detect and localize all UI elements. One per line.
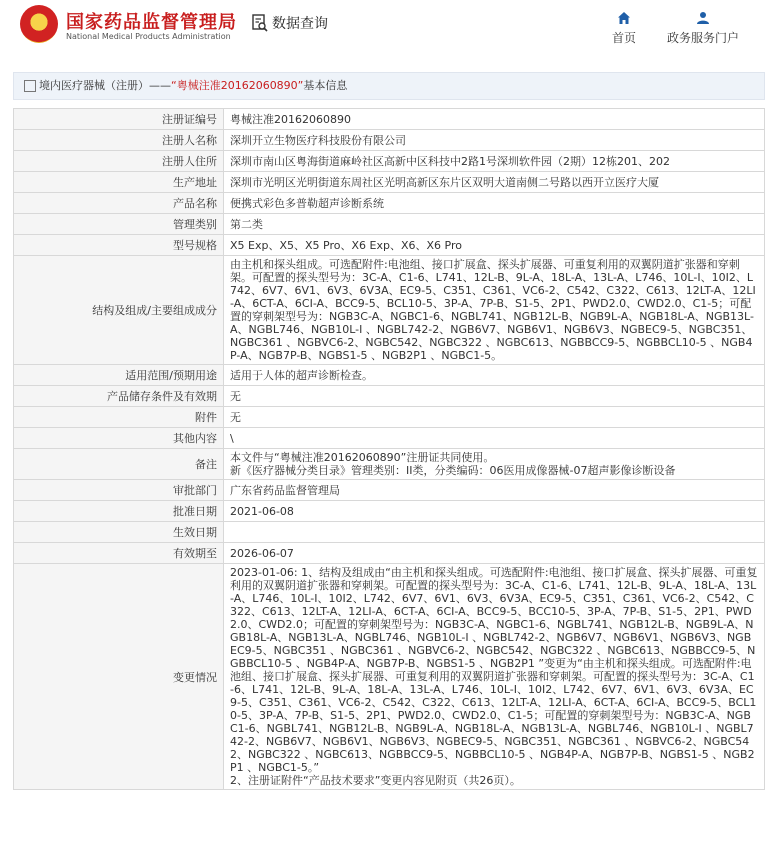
field-value: 2021-06-08	[224, 501, 765, 522]
field-value: 2026-06-07	[224, 543, 765, 564]
field-value: 无	[224, 386, 765, 407]
site-subtitle: National Medical Products Administration	[66, 32, 231, 41]
field-value: 深圳市南山区粤海街道麻岭社区高新中区科技中2路1号深圳软件园（2期）12栋201、202	[224, 151, 765, 172]
home-icon	[617, 11, 631, 25]
field-label: 批准日期	[14, 501, 224, 522]
document-icon	[24, 80, 36, 92]
table-row	[14, 564, 765, 790]
field-value: 深圳市光明区光明街道东周社区光明高新区东片区双明大道南侧二号路以西开立医疗大厦	[224, 172, 765, 193]
table-row	[14, 151, 765, 172]
breadcrumb-reg-number: “粤械注准20162060890”	[171, 79, 304, 92]
field-value: 适用于人体的超声诊断检查。	[224, 365, 765, 386]
field-label: 适用范围/预期用途	[14, 365, 224, 386]
device-info-table	[13, 108, 765, 790]
field-label: 注册人名称	[14, 130, 224, 151]
field-value: \	[224, 428, 765, 449]
table-row	[14, 407, 765, 428]
field-value: 第二类	[224, 214, 765, 235]
field-label: 附件	[14, 407, 224, 428]
table-row	[14, 193, 765, 214]
table-row	[14, 365, 765, 386]
table-row	[14, 449, 765, 480]
field-label: 结构及组成/主要组成成分	[14, 256, 224, 365]
field-value: 粤械注准20162060890	[224, 109, 765, 130]
field-value: 本文件与“粤械注准20162060890”注册证共同使用。 新《医疗器械分类目录》管理类别：II类，分类编码：06医用成像器械-07超声影像诊断设备	[224, 449, 765, 480]
field-value: 便携式彩色多普勒超声诊断系统	[224, 193, 765, 214]
data-query-label: 数据查询	[272, 16, 328, 32]
site-title[interactable]: 国家药品监督管理局	[66, 12, 237, 33]
field-label: 产品储存条件及有效期	[14, 386, 224, 407]
table-row	[14, 214, 765, 235]
nav-home[interactable]	[612, 11, 636, 46]
table-row	[14, 428, 765, 449]
table-row	[14, 172, 765, 193]
field-label: 注册证编号	[14, 109, 224, 130]
table-row	[14, 256, 765, 365]
field-label: 管理类别	[14, 214, 224, 235]
field-label: 产品名称	[14, 193, 224, 214]
data-query-link[interactable]	[252, 13, 328, 33]
breadcrumb-prefix[interactable]: 境内医疗器械（注册）——	[39, 79, 171, 92]
nav-gov-service-portal[interactable]	[667, 11, 739, 46]
breadcrumb-suffix: 基本信息	[303, 79, 348, 92]
table-row	[14, 480, 765, 501]
table-row	[14, 543, 765, 564]
field-label: 注册人住所	[14, 151, 224, 172]
table-row	[14, 109, 765, 130]
field-label: 其他内容	[14, 428, 224, 449]
table-row	[14, 130, 765, 151]
field-label: 变更情况	[14, 564, 224, 790]
nav-gov-service-label: 政务服务门户	[667, 31, 740, 45]
field-label: 备注	[14, 449, 224, 480]
table-row	[14, 522, 765, 543]
nmpa-emblem-logo[interactable]	[20, 5, 58, 43]
field-label: 审批部门	[14, 480, 224, 501]
breadcrumb	[13, 72, 765, 100]
search-document-icon	[252, 14, 268, 32]
field-value: 2023-01-06: 1、结构及组成由“由主机和探头组成。可选配附件:电池组、接口扩展盒、探头扩展器、可重复利用的双翼阴道扩张器和穿刺架。可配置的探头型号为：3C-A、C1-6、L741、12L-B、9L-A、18L-A、13L-A、L746、10L-I、10I2、L742、6V7、6V1、6V3、6V3A、EC9-5、C351、C361、VC6-2、C542、C322、C613、12LT-A、12LI-A、6CT-A、6CI-A、BCC9-5、BCC10-5、3P-A、7P-B、S1-5、2P1、PWD2.0、CWD2.0；可配置的穿刺架型号为：NGB3C-A、NGBC1-6、NGBL741、NGB12L-B、NGB9L-A、NGB18L-A、NGB13L-A、NGBL746、NGB10L-I 、NGBL742-2、NGB6V7、NGB6V1、NGB6V3、NGBEC9-5、NGBC351 、NGBC361 、NGBVC6-2、NGBC542、NGBC322 、NGBC613、NGBBCC9-5、NGBBCL10-5 、NGB4P-A、NGB7P-B、NGBS1-5 、NGB2P1 ”变更为“由主机和探头组成。可选配附件:电池组、接口扩展盒、探头扩展器、可重复利用的双翼阴道扩张器和穿刺架。可配置的探头型号为：3C-A、C1-6、L741、12L-B、9L-A、18L-A、13L-A、L746、10L-I、10I2、L742、6V7、6V1、6V3、6V3A、EC9-5、C351、C361、VC6-2、C542、C322、C613、12LT-A、12LI-A、6CT-A、6CI-A、BCC9-5、BCL10-5、3P-A、7P-B、S1-5、2P1、PWD2.0、CWD2.0、C1-5；可配置的穿刺架型号为：NGB3C-A、NGBC1-6、NGBL741、NGB12L-B、NGB9L-A、NGB18L-A、NGB13L-A、NGBL746、NGB10L-I 、NGBL742-2、NGB6V7、NGB6V1、NGB6V3、NGBEC9-5、NGBC351、NGBC361 、NGBVC6-2、NGBC542、NGBC322 、NGBC613、NGBBCC9-5、NGBBCL10-5 、NGB4P-A、NGB7P-B、NGBS1-5 、NGB2P1 、NGBC1-5。” 2、注册证附件“产品技术要求”变更内容见附页（共26页）。	[224, 564, 765, 790]
nav-home-label: 首页	[612, 31, 637, 45]
site-header	[0, 0, 766, 60]
field-label: 生产地址	[14, 172, 224, 193]
field-label: 生效日期	[14, 522, 224, 543]
field-value: 广东省药品监督管理局	[224, 480, 765, 501]
field-value: 由主机和探头组成。可选配附件:电池组、接口扩展盒、探头扩展器、可重复利用的双翼阴道扩张器和穿刺架。可配置的探头型号为：3C-A、C1-6、L741、12L-B、9L-A、18L-A、13L-A、L746、10L-I、10I2、L742、6V7、6V1、6V3、6V3A、EC9-5、C351、C361、VC6-2、C542、C322、C613、12LT-A、12LI-A、6CT-A、6CI-A、BCC9-5、BCL10-5、3P-A、7P-B、S1-5、2P1、PWD2.0、CWD2.0、C1-5；可配置的穿刺架型号为：NGB3C-A、NGBC1-6、NGBL741、NGB12L-B、NGB9L-A、NGB18L-A、NGB13L-A、NGBL746、NGB10L-I 、NGBL742-2、NGB6V7、NGB6V1、NGB6V3、NGBEC9-5、NGBC351、NGBC361 、NGBVC6-2、NGBC542、NGBC322 、NGBC613、NGBBCC9-5、NGBBCL10-5 、NGB4P-A、NGB7P-B、NGBS1-5 、NGB2P1 、NGBC1-5。	[224, 256, 765, 365]
field-value	[224, 522, 765, 543]
table-row	[14, 235, 765, 256]
field-label: 型号规格	[14, 235, 224, 256]
field-label: 有效期至	[14, 543, 224, 564]
table-row	[14, 501, 765, 522]
field-value: 深圳开立生物医疗科技股份有限公司	[224, 130, 765, 151]
field-value: 无	[224, 407, 765, 428]
field-value: X5 Exp、X5、X5 Pro、X6 Exp、X6、X6 Pro	[224, 235, 765, 256]
table-row	[14, 386, 765, 407]
user-icon	[696, 11, 710, 25]
